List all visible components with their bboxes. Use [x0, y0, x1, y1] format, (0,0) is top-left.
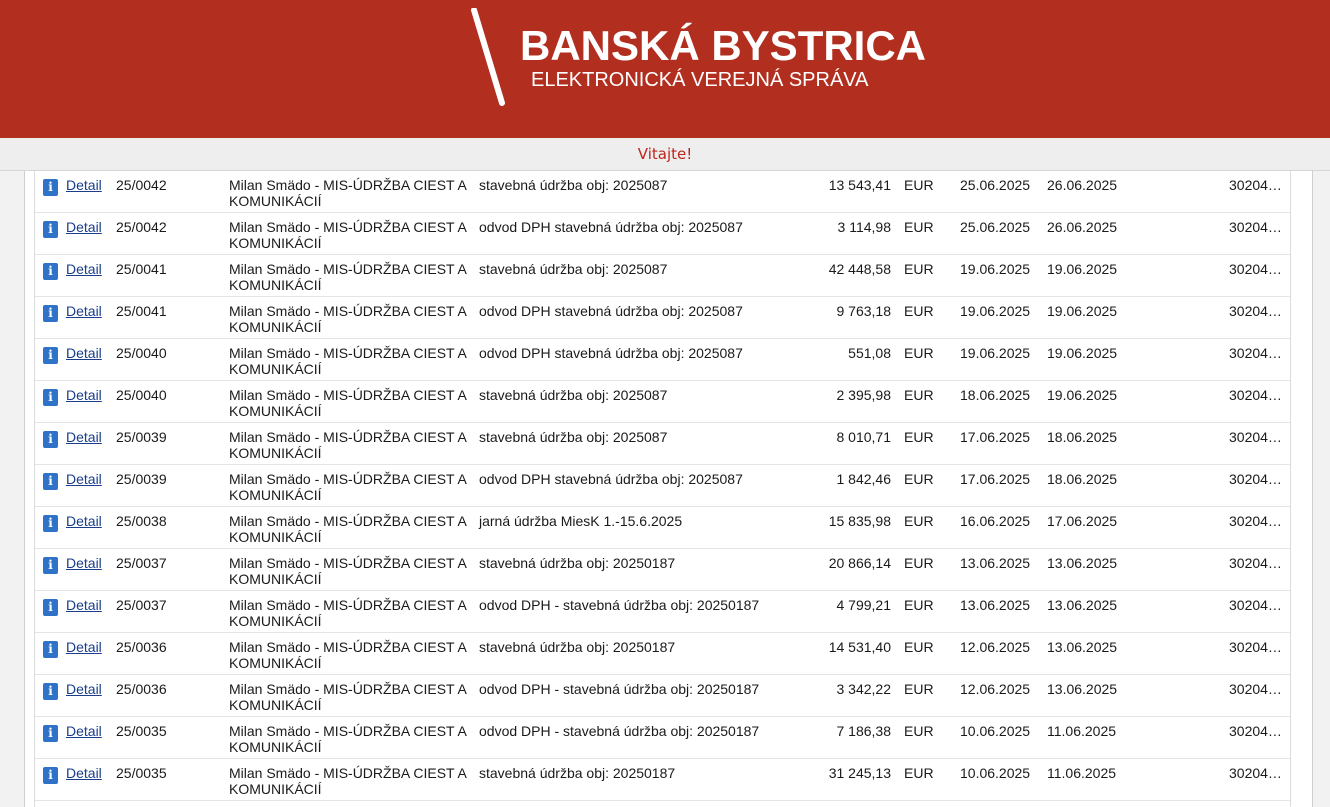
account-code: 30204… [1229, 387, 1282, 403]
supplier-name: Milan Smädo - MIS-ÚDRŽBA CIEST A KOMUNIKÁCIÍ [229, 261, 467, 293]
receipt-date: 26.06.2025 [1047, 177, 1118, 193]
currency: EUR [904, 597, 934, 613]
currency: EUR [904, 303, 934, 319]
supplier-name: Milan Smädo - MIS-ÚDRŽBA CIEST A KOMUNIKÁCIÍ [229, 681, 467, 713]
table-row [35, 423, 1290, 465]
invoice-description: stavebná údržba obj: 20250187 [479, 639, 676, 655]
invoice-amount: 3 342,22 [836, 681, 891, 697]
invoice-amount: 9 763,18 [836, 303, 891, 319]
currency: EUR [904, 429, 934, 445]
invoice-amount: 7 186,38 [836, 723, 891, 739]
detail-link[interactable]: Detail [66, 219, 102, 235]
info-icon[interactable]: i [43, 263, 58, 280]
supplier-name: Milan Smädo - MIS-ÚDRŽBA CIEST A KOMUNIKÁCIÍ [229, 303, 467, 335]
invoice-description: odvod DPH stavebná údržba obj: 2025087 [479, 345, 743, 361]
detail-link[interactable]: Detail [66, 597, 102, 613]
supplier-name: Milan Smädo - MIS-ÚDRŽBA CIEST A KOMUNIKÁCIÍ [229, 429, 467, 461]
account-code: 30204… [1229, 639, 1282, 655]
detail-link[interactable]: Detail [66, 723, 102, 739]
table-row [35, 465, 1290, 507]
table-row [35, 507, 1290, 549]
issue-date: 16.06.2025 [960, 513, 1031, 529]
receipt-date: 11.06.2025 [1047, 765, 1117, 781]
table-row [35, 591, 1290, 633]
issue-date: 12.06.2025 [960, 639, 1031, 655]
issue-date: 12.06.2025 [960, 681, 1031, 697]
info-icon[interactable]: i [43, 473, 58, 490]
info-icon[interactable]: i [43, 389, 58, 406]
issue-date: 19.06.2025 [960, 303, 1031, 319]
currency: EUR [904, 387, 934, 403]
invoice-amount: 42 448,58 [828, 261, 891, 277]
invoice-description: odvod DPH stavebná údržba obj: 2025087 [479, 219, 743, 235]
invoice-number: 25/0036 [116, 639, 167, 655]
invoice-number: 25/0039 [116, 471, 167, 487]
table-row [35, 255, 1290, 297]
table-row [35, 759, 1290, 801]
info-icon[interactable]: i [43, 347, 58, 364]
invoice-description: jarná údržba MiesK 1.-15.6.2025 [479, 513, 683, 529]
invoice-number: 25/0040 [116, 345, 167, 361]
invoice-number: 25/0037 [116, 597, 167, 613]
invoice-amount: 2 395,98 [836, 387, 891, 403]
info-icon[interactable]: i [43, 557, 58, 574]
currency: EUR [904, 219, 934, 235]
account-code: 30204… [1229, 345, 1282, 361]
table-row [35, 171, 1290, 213]
info-icon[interactable]: i [43, 515, 58, 532]
receipt-date: 18.06.2025 [1047, 471, 1118, 487]
supplier-name: Milan Smädo - MIS-ÚDRŽBA CIEST A KOMUNIKÁCIÍ [229, 723, 467, 755]
invoice-amount: 15 835,98 [828, 513, 891, 529]
issue-date: 18.06.2025 [960, 387, 1031, 403]
receipt-date: 17.06.2025 [1047, 513, 1118, 529]
invoice-number: 25/0041 [116, 303, 167, 319]
issue-date: 19.06.2025 [960, 345, 1031, 361]
detail-link[interactable]: Detail [66, 345, 102, 361]
currency: EUR [904, 345, 934, 361]
invoice-description: odvod DPH - stavebná údržba obj: 20250187 [479, 681, 760, 697]
supplier-name: Milan Smädo - MIS-ÚDRŽBA CIEST A KOMUNIKÁCIÍ [229, 639, 467, 671]
invoice-description: odvod DPH stavebná údržba obj: 2025087 [479, 471, 743, 487]
supplier-name: Milan Smädo - MIS-ÚDRŽBA CIEST A KOMUNIKÁCIÍ [229, 471, 467, 503]
detail-link[interactable]: Detail [66, 555, 102, 571]
logo-slash-icon [470, 8, 520, 108]
issue-date: 17.06.2025 [960, 471, 1031, 487]
detail-link[interactable]: Detail [66, 513, 102, 529]
info-icon[interactable]: i [43, 767, 58, 784]
welcome-message: Vitajte! [637, 145, 693, 163]
invoice-number: 25/0041 [116, 261, 167, 277]
currency: EUR [904, 723, 934, 739]
site-header [0, 0, 1330, 138]
supplier-name: Milan Smädo - MIS-ÚDRŽBA CIEST A KOMUNIKÁCIÍ [229, 513, 467, 545]
invoice-table [34, 171, 1291, 807]
invoice-description: stavebná údržba obj: 2025087 [479, 177, 668, 193]
table-row [35, 213, 1290, 255]
issue-date: 13.06.2025 [960, 597, 1031, 613]
table-row [35, 717, 1290, 759]
detail-link[interactable]: Detail [66, 429, 102, 445]
supplier-name: Milan Smädo - MIS-ÚDRŽBA CIEST A KOMUNIKÁCIÍ [229, 597, 467, 629]
detail-link[interactable]: Detail [66, 639, 102, 655]
account-code: 30204… [1229, 303, 1282, 319]
invoice-amount: 31 245,13 [828, 765, 891, 781]
invoice-description: stavebná údržba obj: 20250187 [479, 555, 676, 571]
receipt-date: 26.06.2025 [1047, 219, 1118, 235]
receipt-date: 19.06.2025 [1047, 387, 1118, 403]
issue-date: 13.06.2025 [960, 555, 1031, 571]
site-subtitle: ELEKTRONICKÁ VEREJNÁ SPRÁVA [531, 69, 869, 91]
supplier-name: Milan Smädo - MIS-ÚDRŽBA CIEST A KOMUNIKÁCIÍ [229, 765, 467, 797]
invoice-number: 25/0037 [116, 555, 167, 571]
receipt-date: 11.06.2025 [1047, 723, 1117, 739]
currency: EUR [904, 513, 934, 529]
currency: EUR [904, 765, 934, 781]
receipt-date: 19.06.2025 [1047, 303, 1118, 319]
detail-link[interactable]: Detail [66, 471, 102, 487]
table-row [35, 675, 1290, 717]
receipt-date: 19.06.2025 [1047, 345, 1118, 361]
currency: EUR [904, 261, 934, 277]
account-code: 30204… [1229, 597, 1282, 613]
table-row [35, 381, 1290, 423]
detail-link[interactable]: Detail [66, 681, 102, 697]
account-code: 30204… [1229, 177, 1282, 193]
receipt-date: 19.06.2025 [1047, 261, 1118, 277]
supplier-name: Milan Smädo - MIS-ÚDRŽBA CIEST A KOMUNIKÁCIÍ [229, 387, 467, 419]
receipt-date: 13.06.2025 [1047, 555, 1118, 571]
account-code: 30204… [1229, 429, 1282, 445]
issue-date: 17.06.2025 [960, 429, 1031, 445]
invoice-description: stavebná údržba obj: 2025087 [479, 429, 668, 445]
currency: EUR [904, 471, 934, 487]
supplier-name: Milan Smädo - MIS-ÚDRŽBA CIEST A KOMUNIKÁCIÍ [229, 219, 467, 251]
invoice-amount: 8 010,71 [836, 429, 891, 445]
welcome-bar [0, 138, 1330, 171]
invoice-number: 25/0038 [116, 513, 167, 529]
invoice-number: 25/0036 [116, 681, 167, 697]
supplier-name: Milan Smädo - MIS-ÚDRŽBA CIEST A KOMUNIKÁCIÍ [229, 345, 467, 377]
invoice-amount: 20 866,14 [828, 555, 891, 571]
info-icon[interactable]: i [43, 683, 58, 700]
invoice-description: stavebná údržba obj: 2025087 [479, 261, 668, 277]
info-icon[interactable]: i [43, 305, 58, 322]
detail-link[interactable]: Detail [66, 765, 102, 781]
invoice-number: 25/0035 [116, 723, 167, 739]
receipt-date: 13.06.2025 [1047, 597, 1118, 613]
account-code: 30204… [1229, 513, 1282, 529]
info-icon[interactable]: i [43, 641, 58, 658]
account-code: 30204… [1229, 555, 1282, 571]
invoice-amount: 1 842,46 [836, 471, 891, 487]
invoice-number: 25/0035 [116, 765, 167, 781]
invoice-number: 25/0042 [116, 177, 167, 193]
table-row [35, 549, 1290, 591]
receipt-date: 18.06.2025 [1047, 429, 1118, 445]
currency: EUR [904, 639, 934, 655]
detail-link[interactable]: Detail [66, 177, 102, 193]
invoice-description: odvod DPH stavebná údržba obj: 2025087 [479, 303, 743, 319]
invoice-amount: 3 114,98 [837, 219, 891, 235]
invoice-amount: 13 543,41 [828, 177, 891, 193]
account-code: 30204… [1229, 681, 1282, 697]
issue-date: 10.06.2025 [960, 765, 1031, 781]
table-row [35, 633, 1290, 675]
currency: EUR [904, 555, 934, 571]
currency: EUR [904, 177, 934, 193]
invoice-amount: 551,08 [848, 345, 891, 361]
supplier-name: Milan Smädo - MIS-ÚDRŽBA CIEST A KOMUNIKÁCIÍ [229, 177, 467, 209]
issue-date: 25.06.2025 [960, 219, 1031, 235]
table-row [35, 297, 1290, 339]
invoice-number: 25/0039 [116, 429, 167, 445]
currency: EUR [904, 681, 934, 697]
info-icon[interactable]: i [43, 221, 58, 238]
account-code: 30204… [1229, 219, 1282, 235]
info-icon[interactable]: i [43, 179, 58, 196]
invoice-description: stavebná údržba obj: 2025087 [479, 387, 668, 403]
invoice-amount: 4 799,21 [836, 597, 891, 613]
issue-date: 10.06.2025 [960, 723, 1031, 739]
detail-link[interactable]: Detail [66, 387, 102, 403]
account-code: 30204… [1229, 471, 1282, 487]
invoice-description: odvod DPH - stavebná údržba obj: 20250187 [479, 597, 760, 613]
issue-date: 19.06.2025 [960, 261, 1031, 277]
info-icon[interactable]: i [43, 725, 58, 742]
invoice-number: 25/0042 [116, 219, 167, 235]
invoice-description: stavebná údržba obj: 20250187 [479, 765, 676, 781]
supplier-name: Milan Smädo - MIS-ÚDRŽBA CIEST A KOMUNIKÁCIÍ [229, 555, 467, 587]
account-code: 30204… [1229, 723, 1282, 739]
receipt-date: 13.06.2025 [1047, 681, 1118, 697]
invoice-number: 25/0040 [116, 387, 167, 403]
detail-link[interactable]: Detail [66, 303, 102, 319]
invoice-description: odvod DPH - stavebná údržba obj: 20250187 [479, 723, 760, 739]
site-title[interactable]: BANSKÁ BYSTRICA [520, 22, 927, 69]
issue-date: 25.06.2025 [960, 177, 1031, 193]
detail-link[interactable]: Detail [66, 261, 102, 277]
table-row [35, 339, 1290, 381]
receipt-date: 13.06.2025 [1047, 639, 1118, 655]
main-content [24, 171, 1313, 807]
info-icon[interactable]: i [43, 431, 58, 448]
invoice-amount: 14 531,40 [828, 639, 891, 655]
account-code: 30204… [1229, 765, 1282, 781]
account-code: 30204… [1229, 261, 1282, 277]
info-icon[interactable]: i [43, 599, 58, 616]
